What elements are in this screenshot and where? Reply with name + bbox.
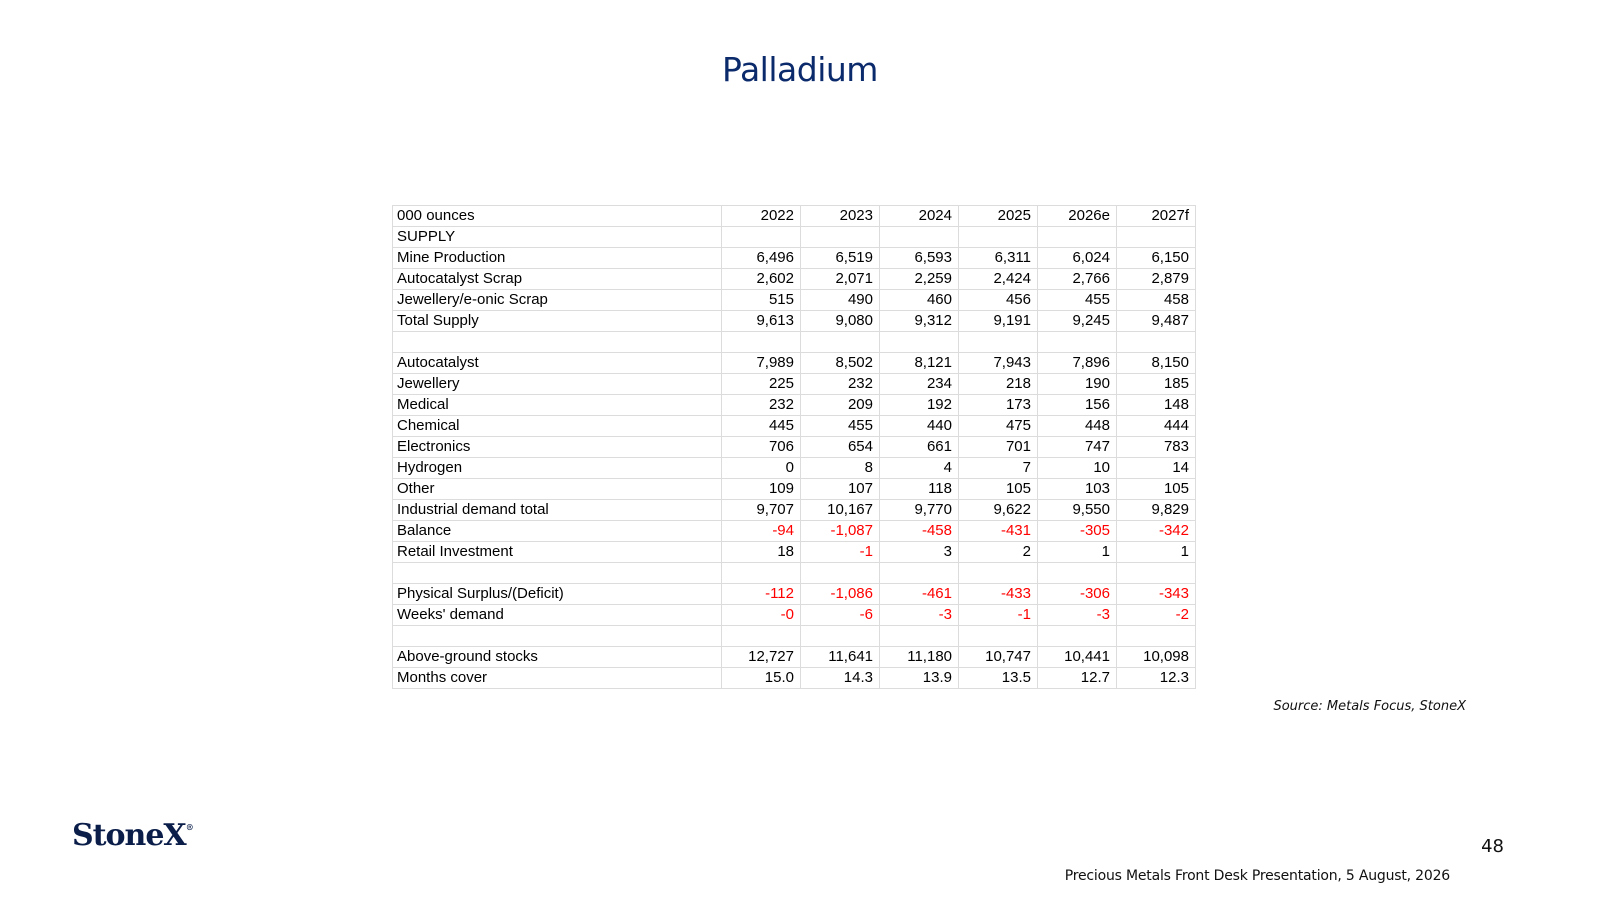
row-label: Autocatalyst Scrap (393, 269, 722, 290)
table-cell: 444 (1117, 416, 1196, 437)
table-cell (801, 227, 880, 248)
row-label: Weeks' demand (393, 605, 722, 626)
logo-text: StoneX (72, 818, 186, 853)
table-cell: 2,424 (959, 269, 1038, 290)
row-label: Physical Surplus/(Deficit) (393, 584, 722, 605)
table-cell: 747 (1038, 437, 1117, 458)
table-cell: 156 (1038, 395, 1117, 416)
table-cell (959, 626, 1038, 647)
table-row (393, 269, 1196, 290)
table-cell: 14 (1117, 458, 1196, 479)
table-cell: 2,602 (722, 269, 801, 290)
table-cell: 475 (959, 416, 1038, 437)
header-cell-year: 2022 (722, 206, 801, 227)
table-row (393, 626, 1196, 647)
table-cell: 12.3 (1117, 668, 1196, 689)
table-cell: 706 (722, 437, 801, 458)
table-cell: 9,622 (959, 500, 1038, 521)
table-cell: 6,593 (880, 248, 959, 269)
table-cell: -0 (722, 605, 801, 626)
table-cell: 107 (801, 479, 880, 500)
table-cell (1038, 563, 1117, 584)
table-cell: 8,150 (1117, 353, 1196, 374)
table-cell: 8,502 (801, 353, 880, 374)
table-cell: -458 (880, 521, 959, 542)
table-cell (1038, 332, 1117, 353)
table-body (393, 227, 1196, 689)
table-cell (1117, 563, 1196, 584)
table-cell: -6 (801, 605, 880, 626)
row-label (393, 626, 722, 647)
table-cell: 109 (722, 479, 801, 500)
table-cell: -433 (959, 584, 1038, 605)
table-cell (880, 332, 959, 353)
table-cell: -461 (880, 584, 959, 605)
table-cell (880, 626, 959, 647)
row-label: Other (393, 479, 722, 500)
table-cell: -2 (1117, 605, 1196, 626)
table-cell: 6,150 (1117, 248, 1196, 269)
table-row (393, 584, 1196, 605)
table-cell (1117, 626, 1196, 647)
table-cell: -94 (722, 521, 801, 542)
row-label: Mine Production (393, 248, 722, 269)
table-cell: 9,707 (722, 500, 801, 521)
header-cell-year: 2025 (959, 206, 1038, 227)
table-cell: -3 (1038, 605, 1117, 626)
palladium-supply-demand-table (392, 205, 1196, 689)
table-cell: 2,766 (1038, 269, 1117, 290)
table-row (393, 563, 1196, 584)
table-cell (1038, 227, 1117, 248)
table-cell: 0 (722, 458, 801, 479)
table-row (393, 395, 1196, 416)
table-cell: 209 (801, 395, 880, 416)
table-row (393, 605, 1196, 626)
row-label: Total Supply (393, 311, 722, 332)
table-row (393, 437, 1196, 458)
stonex-logo (72, 818, 193, 853)
table-cell: -1,087 (801, 521, 880, 542)
table-cell: 6,024 (1038, 248, 1117, 269)
table-cell: -1 (801, 542, 880, 563)
row-label: Chemical (393, 416, 722, 437)
table-cell: 173 (959, 395, 1038, 416)
header-cell-year: 2027f (1117, 206, 1196, 227)
table-cell: 10 (1038, 458, 1117, 479)
table-cell: -431 (959, 521, 1038, 542)
table-cell: 6,519 (801, 248, 880, 269)
table-cell: 701 (959, 437, 1038, 458)
table-cell: 10,747 (959, 647, 1038, 668)
table-cell: 14.3 (801, 668, 880, 689)
table-cell: 2,259 (880, 269, 959, 290)
table-cell: 3 (880, 542, 959, 563)
table-cell (801, 626, 880, 647)
table-cell: 460 (880, 290, 959, 311)
table-cell: 2 (959, 542, 1038, 563)
table-cell: 783 (1117, 437, 1196, 458)
table-cell: 9,613 (722, 311, 801, 332)
table-cell: 455 (1038, 290, 1117, 311)
table-cell: 105 (1117, 479, 1196, 500)
table-cell: 9,080 (801, 311, 880, 332)
table-row (393, 374, 1196, 395)
table-row (393, 227, 1196, 248)
table-cell: 10,167 (801, 500, 880, 521)
table-cell: 4 (880, 458, 959, 479)
table-cell: 9,312 (880, 311, 959, 332)
table-cell: 455 (801, 416, 880, 437)
table-cell: 11,641 (801, 647, 880, 668)
table-cell: 661 (880, 437, 959, 458)
table-cell: -306 (1038, 584, 1117, 605)
row-label: Industrial demand total (393, 500, 722, 521)
table-cell (801, 563, 880, 584)
table-cell: 1 (1038, 542, 1117, 563)
table-cell (1117, 332, 1196, 353)
row-label: Autocatalyst (393, 353, 722, 374)
row-label: Months cover (393, 668, 722, 689)
row-label: SUPPLY (393, 227, 722, 248)
row-label (393, 332, 722, 353)
table-cell: 9,487 (1117, 311, 1196, 332)
table-cell: 2,071 (801, 269, 880, 290)
row-label: Balance (393, 521, 722, 542)
source-note: Source: Metals Focus, StoneX (1273, 699, 1466, 714)
table-cell: 18 (722, 542, 801, 563)
row-label: Jewellery (393, 374, 722, 395)
table-cell: 9,191 (959, 311, 1038, 332)
table-cell: 6,311 (959, 248, 1038, 269)
table-cell: 448 (1038, 416, 1117, 437)
table-cell (722, 227, 801, 248)
table-cell: 15.0 (722, 668, 801, 689)
slide-title: Palladium (722, 50, 878, 89)
table-cell: 1 (1117, 542, 1196, 563)
registered-mark: ® (185, 822, 193, 832)
table-cell: 456 (959, 290, 1038, 311)
table-cell: -343 (1117, 584, 1196, 605)
table-cell (959, 332, 1038, 353)
table-cell: 190 (1038, 374, 1117, 395)
header-cell-year: 2023 (801, 206, 880, 227)
row-label: Above-ground stocks (393, 647, 722, 668)
table-cell: 9,770 (880, 500, 959, 521)
table-cell: 2,879 (1117, 269, 1196, 290)
table-cell: 8 (801, 458, 880, 479)
table-cell: 12,727 (722, 647, 801, 668)
table-cell: 6,496 (722, 248, 801, 269)
header-cell-year: 2024 (880, 206, 959, 227)
table-cell: 458 (1117, 290, 1196, 311)
table-cell (722, 626, 801, 647)
table-cell: 9,245 (1038, 311, 1117, 332)
table-cell: -1 (959, 605, 1038, 626)
table-cell: 225 (722, 374, 801, 395)
table-cell: 515 (722, 290, 801, 311)
table-row (393, 668, 1196, 689)
table-row (393, 416, 1196, 437)
table-cell: 8,121 (880, 353, 959, 374)
table-cell: 118 (880, 479, 959, 500)
table-cell: 7,943 (959, 353, 1038, 374)
table-cell: 9,829 (1117, 500, 1196, 521)
table-cell: -112 (722, 584, 801, 605)
table-cell (959, 563, 1038, 584)
table-cell (722, 563, 801, 584)
table-cell: -342 (1117, 521, 1196, 542)
table-cell (1038, 626, 1117, 647)
table-cell: 7 (959, 458, 1038, 479)
row-label: Retail Investment (393, 542, 722, 563)
header-cell-year: 2026e (1038, 206, 1117, 227)
table-row (393, 332, 1196, 353)
row-label: Medical (393, 395, 722, 416)
table-cell: 440 (880, 416, 959, 437)
table-cell: 105 (959, 479, 1038, 500)
row-label (393, 563, 722, 584)
table-row (393, 458, 1196, 479)
table-cell: 10,098 (1117, 647, 1196, 668)
table-row (393, 542, 1196, 563)
footer-text: Precious Metals Front Desk Presentation, 5 August, 2026 (1064, 868, 1450, 884)
table-cell: 12.7 (1038, 668, 1117, 689)
table-cell: -1,086 (801, 584, 880, 605)
table-row (393, 647, 1196, 668)
table-cell (722, 332, 801, 353)
table-cell: -3 (880, 605, 959, 626)
table-row (393, 290, 1196, 311)
table-cell: 148 (1117, 395, 1196, 416)
table-cell: 7,896 (1038, 353, 1117, 374)
table-cell: 7,989 (722, 353, 801, 374)
header-cell-units: 000 ounces (393, 206, 722, 227)
page-number: 48 (1481, 836, 1504, 857)
table-cell: 103 (1038, 479, 1117, 500)
table-row (393, 479, 1196, 500)
table-cell (880, 563, 959, 584)
table-header-row (393, 206, 1196, 227)
table-cell: 192 (880, 395, 959, 416)
table-cell: 13.9 (880, 668, 959, 689)
table-row (393, 248, 1196, 269)
row-label: Hydrogen (393, 458, 722, 479)
table-row (393, 500, 1196, 521)
table-row (393, 521, 1196, 542)
table-cell: 654 (801, 437, 880, 458)
table-cell (959, 227, 1038, 248)
table-cell: 10,441 (1038, 647, 1117, 668)
table-cell: 13.5 (959, 668, 1038, 689)
table-cell (801, 332, 880, 353)
table-row (393, 353, 1196, 374)
row-label: Jewellery/e-onic Scrap (393, 290, 722, 311)
row-label: Electronics (393, 437, 722, 458)
table-cell: 185 (1117, 374, 1196, 395)
table-cell: 11,180 (880, 647, 959, 668)
table-cell: 232 (722, 395, 801, 416)
table-cell (1117, 227, 1196, 248)
table-row (393, 311, 1196, 332)
table-cell: 9,550 (1038, 500, 1117, 521)
table-cell: 218 (959, 374, 1038, 395)
table-cell: 232 (801, 374, 880, 395)
table-cell: 445 (722, 416, 801, 437)
table-cell: 234 (880, 374, 959, 395)
table-cell (880, 227, 959, 248)
table-cell: -305 (1038, 521, 1117, 542)
table-cell: 490 (801, 290, 880, 311)
